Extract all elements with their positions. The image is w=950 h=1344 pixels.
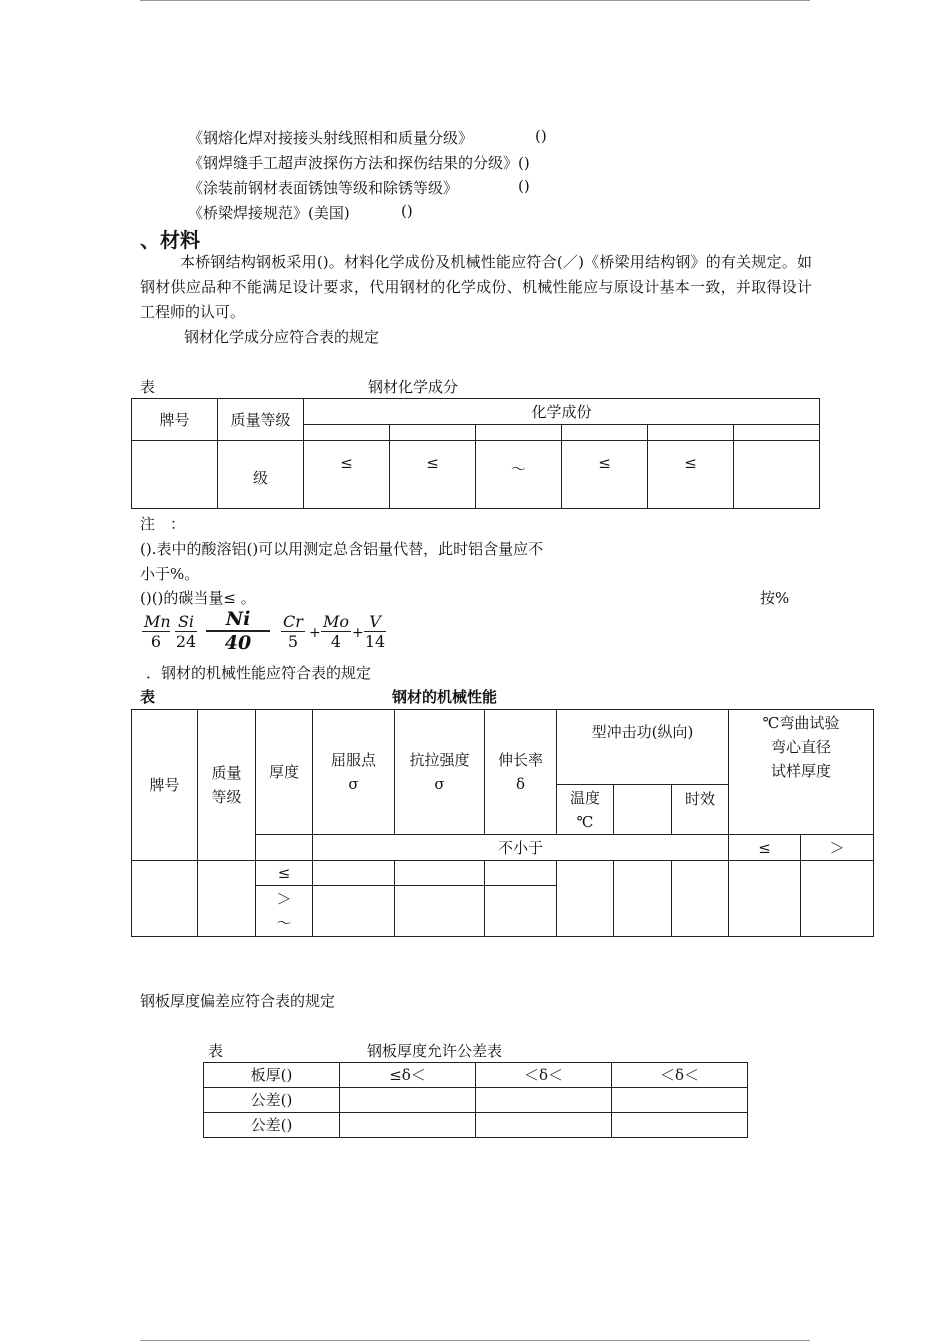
note2: ()()的碳当量≤ 。 xyxy=(140,589,256,607)
impact-header: 型冲击功(纵向) xyxy=(557,710,729,785)
temperature-header-line: 温度 xyxy=(569,788,600,807)
table1-caption: 钢材化学成分 xyxy=(368,378,459,396)
reference-item xyxy=(188,127,547,148)
fraction-numerator: Si xyxy=(175,612,197,632)
thickness-range-line: ～ xyxy=(276,914,292,932)
yield-header-line: σ xyxy=(348,775,359,793)
elongation-header-line: δ xyxy=(515,775,526,793)
formula-fraction xyxy=(175,612,197,651)
chemical-composition-table xyxy=(131,398,820,509)
temperature-header-line: ℃ xyxy=(576,812,594,831)
fraction-denominator: 14 xyxy=(364,632,386,651)
yield-cell xyxy=(313,861,395,886)
not-less-than-label: 不小于 xyxy=(313,835,729,861)
plate-thickness-header: 板厚() xyxy=(204,1063,340,1088)
chem-value-cell: ≤ xyxy=(390,441,476,509)
table3-caption: 钢板厚度允许公差表 xyxy=(367,1042,503,1060)
tensile-header-line: 抗拉强度 xyxy=(409,751,470,769)
note1-line2: 小于%。 xyxy=(140,565,200,583)
intro-paragraph: 本桥钢结构钢板采用()。材料化学成份及机械性能应符合(／)《桥梁用结构钢》的有关规定。如钢材供应品种不能满足设计要求，代用钢材的化学成份、机械性能应与原设计基本一致，并取得设计工程师的认可。 xyxy=(140,253,812,321)
chem-element-cell xyxy=(648,425,734,441)
thickness-range-header: ≤δ＜ xyxy=(340,1063,476,1088)
formula-fraction xyxy=(206,608,270,654)
formula-fraction xyxy=(321,612,351,651)
reference-code: () xyxy=(518,154,530,172)
formula-fraction xyxy=(281,612,305,651)
thickness-tolerance-table xyxy=(203,1062,748,1138)
top-rule xyxy=(140,0,810,1)
fraction-numerator: Ni xyxy=(206,608,270,632)
thickness-range-line: ＞ xyxy=(276,890,292,908)
fraction-denominator: 40 xyxy=(224,632,252,654)
thickness-header-extension xyxy=(256,835,313,861)
notes-label: 注 ： xyxy=(140,515,186,533)
section-title: 、材料 xyxy=(140,228,200,252)
impact-blank-header xyxy=(614,785,672,835)
tolerance-cell xyxy=(612,1088,748,1113)
chem-element-cell xyxy=(476,425,562,441)
quality-header: 质量等级 xyxy=(218,399,304,441)
temperature-cell xyxy=(557,861,614,937)
thickness-intro: 钢板厚度偏差应符合表的规定 xyxy=(140,992,336,1010)
fraction-denominator: 4 xyxy=(330,632,342,651)
fraction-denominator: 6 xyxy=(150,632,162,651)
chem-value-cell: ≤ xyxy=(562,441,648,509)
elongation-header xyxy=(485,710,557,835)
tolerance-cell xyxy=(476,1088,612,1113)
reference-code: () xyxy=(401,202,413,220)
note2-right: 按% xyxy=(760,589,790,607)
table2-caption: 钢材的机械性能 xyxy=(392,688,498,706)
bend-header-line: 试样厚度 xyxy=(771,762,832,780)
grade-cell xyxy=(132,441,218,509)
mechanical-properties-table xyxy=(131,709,874,937)
quality-header xyxy=(198,710,256,861)
quality-header-line: 质量 xyxy=(211,764,242,782)
thickness-range-header: ＜δ＜ xyxy=(612,1063,748,1088)
quality-cell xyxy=(198,861,256,937)
mech-intro: ．钢材的机械性能应符合表的规定 xyxy=(146,664,372,682)
note1-line1: ().表中的酸溶铝()可以用测定总含铝量代替，此时铝含量应不 xyxy=(140,540,544,558)
bend-header xyxy=(729,710,874,835)
reference-item xyxy=(188,152,530,173)
bend-gt-cell xyxy=(801,861,874,937)
reference-item xyxy=(188,177,530,198)
tensile-cell xyxy=(395,861,485,886)
bend-gt-label: ＞ xyxy=(801,835,874,861)
fraction-numerator: Mn xyxy=(144,612,171,631)
thickness-cell: ≤ xyxy=(256,861,313,886)
elongation-header-line: 伸长率 xyxy=(497,751,543,769)
formula-fraction xyxy=(142,612,170,651)
yield-header-line: 屈服点 xyxy=(330,751,376,769)
tolerance-cell xyxy=(476,1113,612,1138)
fraction-numerator: Mo xyxy=(323,612,350,631)
tolerance-cell xyxy=(612,1113,748,1138)
temperature-header xyxy=(557,785,614,835)
table3-prefix: 表 xyxy=(208,1042,224,1060)
chem-value-cell: ≤ xyxy=(304,441,390,509)
grade-cell xyxy=(132,861,198,937)
yield-header xyxy=(313,710,395,835)
fraction-numerator: V xyxy=(364,612,386,632)
formula-fraction xyxy=(364,612,386,651)
tolerance-label: 公差() xyxy=(204,1113,340,1138)
reference-title: 《涂装前钢材表面锈蚀等级和除锈等级》 xyxy=(188,179,459,197)
fraction-denominator: 24 xyxy=(175,632,197,651)
grade-header: 牌号 xyxy=(132,399,218,441)
chem-element-cell xyxy=(562,425,648,441)
reference-title: 《钢熔化焊对接接头射线照相和质量分级》 xyxy=(188,129,474,147)
plus-sign: + xyxy=(309,625,321,641)
quality-header-line: 等级 xyxy=(211,788,242,806)
thickness-header: 厚度 xyxy=(256,710,313,835)
chem-element-cell xyxy=(390,425,476,441)
elongation-cell xyxy=(485,861,557,886)
thickness-range-header: ＜δ＜ xyxy=(476,1063,612,1088)
chem-element-cell xyxy=(734,425,820,441)
tolerance-label: 公差() xyxy=(204,1088,340,1113)
elongation-cell xyxy=(485,886,557,937)
bend-header-line: 弯心直径 xyxy=(771,738,832,756)
tensile-cell xyxy=(395,886,485,937)
tensile-header xyxy=(395,710,485,835)
chem-value-cell: ～ xyxy=(476,441,562,509)
reference-code: () xyxy=(518,177,530,195)
yield-cell xyxy=(313,886,395,937)
chem-value-cell: ≤ xyxy=(648,441,734,509)
quality-cell: 级 xyxy=(218,441,304,509)
chem-header: 化学成份 xyxy=(304,399,820,425)
aging-header: 时效 xyxy=(672,785,729,835)
fraction-numerator: Cr xyxy=(281,612,305,632)
chem-intro: 钢材化学成分应符合表的规定 xyxy=(184,328,380,346)
reference-title: 《钢焊缝手工超声波探伤方法和探伤结果的分级》 xyxy=(188,154,519,172)
fraction-denominator: 5 xyxy=(287,632,299,651)
tensile-header-line: σ xyxy=(434,775,445,793)
reference-item xyxy=(188,202,413,223)
plus-sign: + xyxy=(352,625,364,641)
chem-element-cell xyxy=(304,425,390,441)
table2-prefix: 表 xyxy=(140,688,156,706)
bend-header-line: ℃弯曲试验 xyxy=(762,714,840,732)
thickness-cell xyxy=(256,886,313,937)
impact-blank-cell xyxy=(614,861,672,937)
chem-value-cell xyxy=(734,441,820,509)
table1-prefix: 表 xyxy=(140,378,156,396)
grade-header: 牌号 xyxy=(132,710,198,861)
reference-title: 《桥梁焊接规范》(美国) xyxy=(188,204,350,222)
tolerance-cell xyxy=(340,1113,476,1138)
aging-cell xyxy=(672,861,729,937)
reference-code: () xyxy=(535,127,547,145)
tolerance-cell xyxy=(340,1088,476,1113)
bottom-rule xyxy=(140,1340,810,1341)
bend-le-cell xyxy=(729,861,801,937)
bend-le-label: ≤ xyxy=(729,835,801,861)
